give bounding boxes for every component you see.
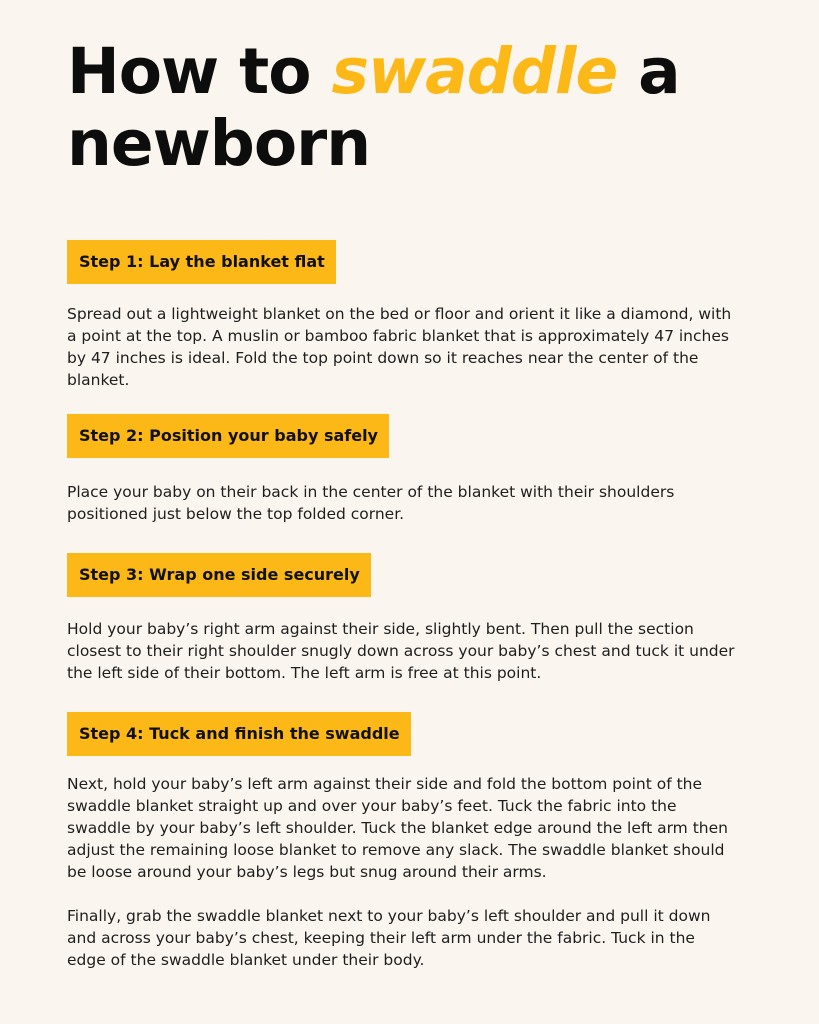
step-2-label: Step 2: Position your baby safely bbox=[67, 414, 389, 458]
step-4-paragraph-2: Finally, grab the swaddle blanket next to your baby’s left shoulder and pull it down and across your baby’s chest, keeping their left arm under the fabric. Tuck in the edge of the swaddle blanket under their body. bbox=[67, 907, 711, 969]
page-title bbox=[67, 36, 767, 180]
step-3-paragraph: Hold your baby’s right arm against their side, slightly bent. Then pull the section closest to their right shoulder snugly down across your baby’s chest and tuck it under the left side of their bottom. The left arm is free at this point. bbox=[67, 620, 735, 682]
title-accent-word: swaddle bbox=[331, 35, 618, 108]
step-3-label: Step 3: Wrap one side securely bbox=[67, 553, 371, 597]
step-2-paragraph: Place your baby on their back in the center of the blanket with their shoulders positioned just below the top folded corner. bbox=[67, 483, 675, 523]
step-1-label: Step 1: Lay the blanket flat bbox=[67, 240, 336, 284]
title-part-1: How to bbox=[67, 35, 332, 108]
step-1-paragraph: Spread out a lightweight blanket on the bed or floor and orient it like a diamond, with a point at the top. A muslin or bamboo fabric blanket that is approximately 47 inches by 47 inches is ideal. Fold the top point down so it reaches near the center of the blanket. bbox=[67, 305, 732, 389]
step-4-paragraph-1: Next, hold your baby’s left arm against their side and fold the bottom point of the swaddle blanket straight up and over your baby’s feet. Tuck the fabric into the swaddle by your baby’s left shoulder. Tuck the blanket edge around the left arm then adjust the remaining loose blanket to remove any slack. The swaddle blanket should be loose around your baby’s legs but snug around their arms. bbox=[67, 775, 728, 881]
title-part-2: a newborn bbox=[67, 35, 680, 180]
step-4-label: Step 4: Tuck and finish the swaddle bbox=[67, 712, 411, 756]
